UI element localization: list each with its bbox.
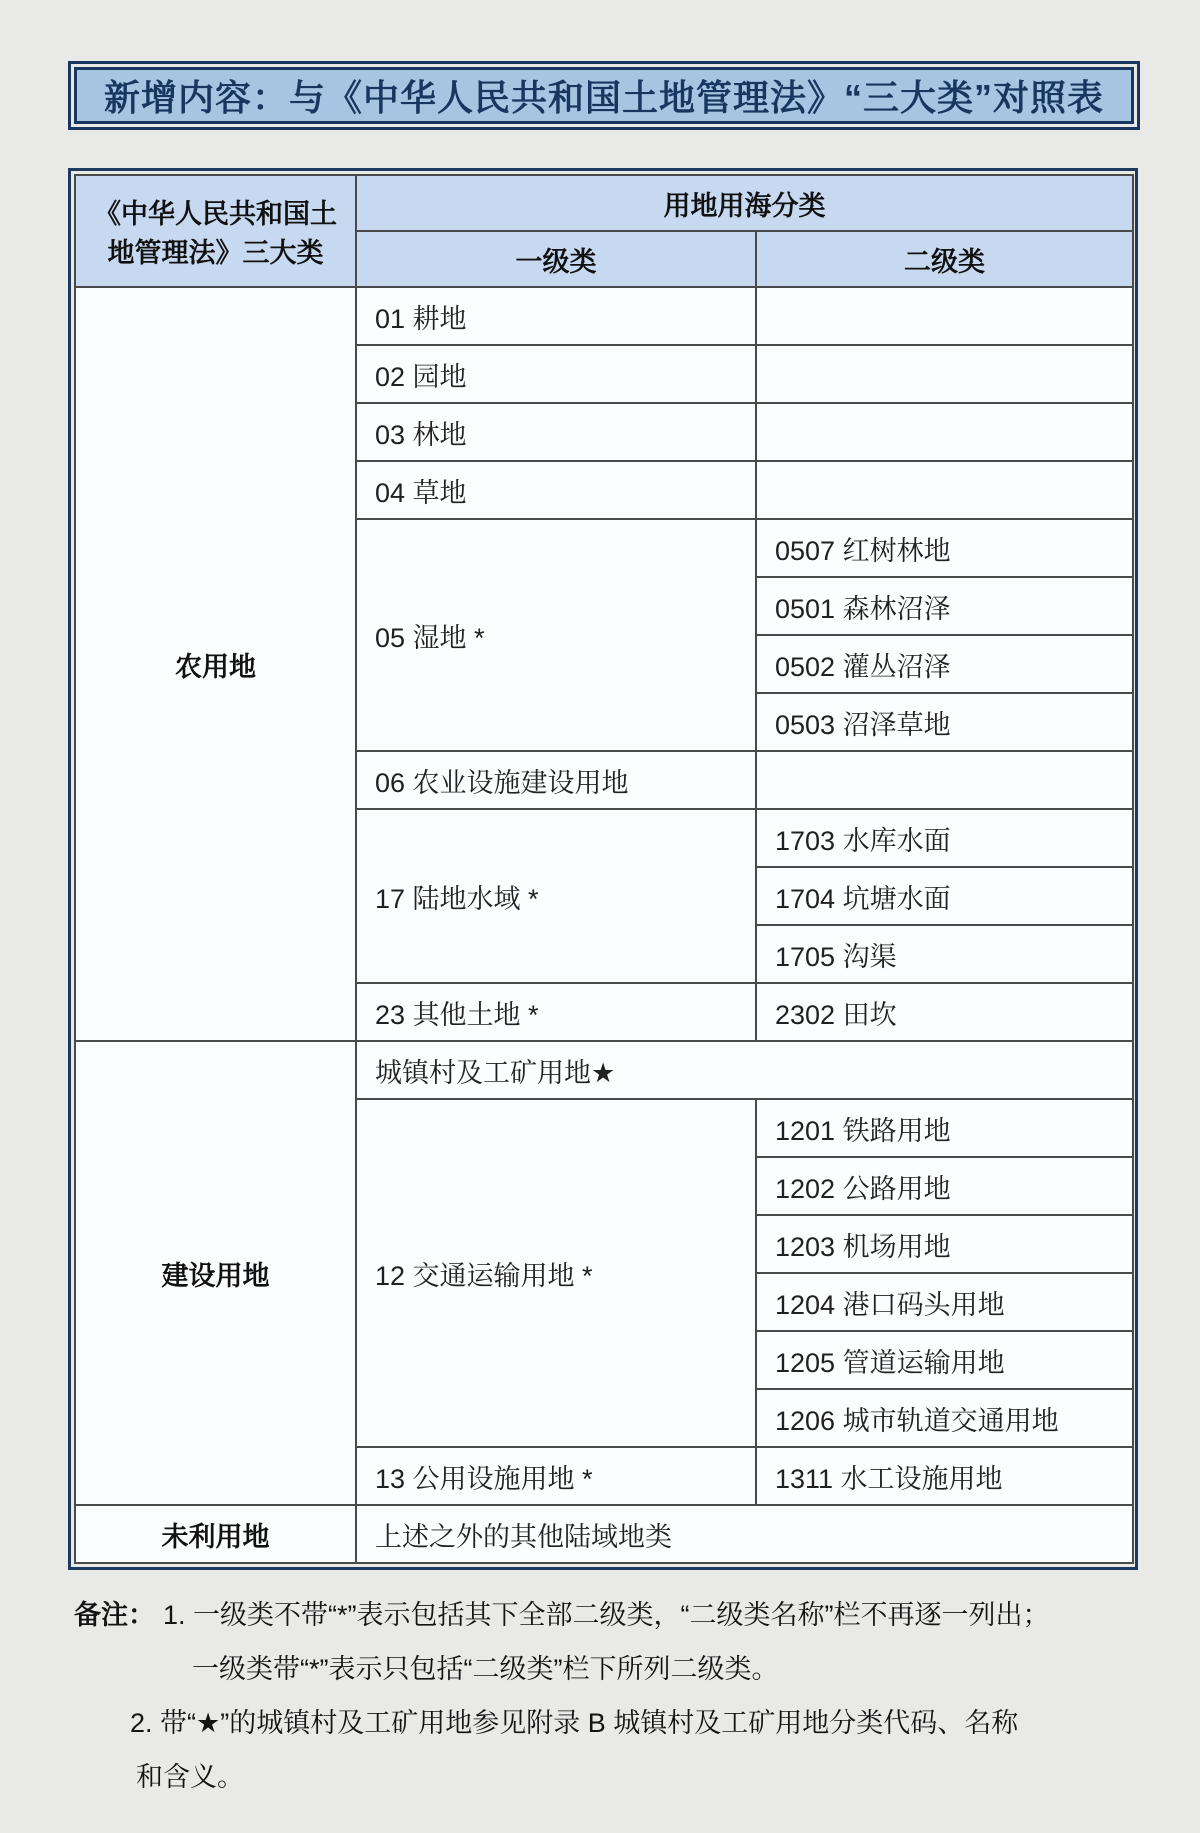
secondary-cell: 0501 森林沼泽: [756, 577, 1133, 635]
primary-cell: 03 林地: [356, 403, 756, 461]
comparison-table-wrapper: [74, 174, 1132, 1564]
category-cell-unused: 未利用地: [75, 1505, 356, 1563]
secondary-cell: 1705 沟渠: [756, 925, 1133, 983]
header-secondary-class: 二级类: [756, 231, 1133, 287]
secondary-cell: [756, 287, 1133, 345]
header-land-sea-group: 用地用海分类: [356, 175, 1133, 231]
header-three-categories: 《中华人民共和国土地管理法》三大类: [75, 175, 356, 287]
primary-cell: 17 陆地水域 *: [356, 809, 756, 983]
table-row: [75, 287, 1133, 345]
secondary-cell: 1206 城市轨道交通用地: [756, 1389, 1133, 1447]
secondary-cell: 1311 水工设施用地: [756, 1447, 1133, 1505]
secondary-cell: 1204 港口码头用地: [756, 1273, 1133, 1331]
secondary-cell: [756, 345, 1133, 403]
page-title: 新增内容：与《中华人民共和国土地管理法》“三大类”对照表: [103, 77, 1104, 118]
note-2-text-line-2: 和含义。: [136, 1762, 244, 1792]
header-primary-class: 一级类: [356, 231, 756, 287]
secondary-cell: 0502 灌丛沼泽: [756, 635, 1133, 693]
primary-cell: 06 农业设施建设用地: [356, 751, 756, 809]
note-1-text-line-1: 1. 一级类不带“*”表示包括其下全部二级类，“二级类名称”栏不再逐一列出；: [163, 1600, 1050, 1630]
table-body: [75, 287, 1133, 1563]
header-row-1: [75, 175, 1133, 231]
primary-cell: 13 公用设施用地 *: [356, 1447, 756, 1505]
primary-span-cell: 城镇村及工矿用地★: [356, 1041, 1133, 1099]
secondary-cell: 1201 铁路用地: [756, 1099, 1133, 1157]
title-banner: [74, 67, 1134, 124]
notes: [74, 1588, 1154, 1804]
primary-cell: 05 湿地 *: [356, 519, 756, 751]
note-line-1: [74, 1588, 1154, 1642]
primary-cell: 12 交通运输用地 *: [356, 1099, 756, 1447]
secondary-cell: 0507 红树林地: [756, 519, 1133, 577]
secondary-cell: 1202 公路用地: [756, 1157, 1133, 1215]
primary-cell: 23 其他土地 *: [356, 983, 756, 1041]
category-cell-agricultural: 农用地: [75, 287, 356, 1041]
secondary-cell: [756, 751, 1133, 809]
secondary-cell: [756, 461, 1133, 519]
primary-cell: 02 园地: [356, 345, 756, 403]
note-2-text-line-1: 2. 带“★”的城镇村及工矿用地参见附录 B 城镇村及工矿用地分类代码、名称: [130, 1708, 1019, 1738]
secondary-cell: 2302 田坎: [756, 983, 1133, 1041]
primary-cell: 04 草地: [356, 461, 756, 519]
secondary-cell: 1704 坑塘水面: [756, 867, 1133, 925]
table-row: [75, 1041, 1133, 1099]
primary-cell: 01 耕地: [356, 287, 756, 345]
table-row: [75, 1505, 1133, 1563]
notes-label: 备注：: [74, 1600, 155, 1630]
secondary-cell: [756, 403, 1133, 461]
note-1-text-line-2: 一级类带“*”表示只包括“二级类”栏下所列二级类。: [192, 1654, 779, 1684]
comparison-table: [74, 174, 1134, 1564]
secondary-cell: 1203 机场用地: [756, 1215, 1133, 1273]
category-cell-construction: 建设用地: [75, 1041, 356, 1505]
secondary-cell: 1703 水库水面: [756, 809, 1133, 867]
table-header: [75, 175, 1133, 287]
secondary-cell: 0503 沼泽草地: [756, 693, 1133, 751]
secondary-cell: 1205 管道运输用地: [756, 1331, 1133, 1389]
primary-span-cell: 上述之外的其他陆域地类: [356, 1505, 1133, 1563]
